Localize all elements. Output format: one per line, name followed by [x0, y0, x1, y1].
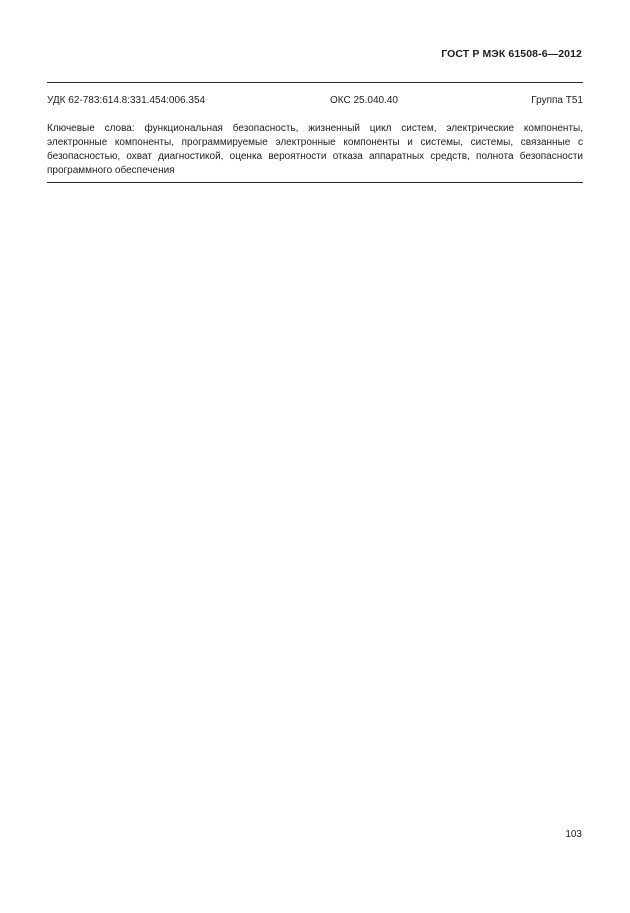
page-number: 103	[565, 829, 582, 840]
udk-code: УДК 62-783:614.8:331.454:006.354	[47, 95, 206, 106]
keywords-paragraph: Ключевые слова: функциональная безопасность, жизненный цикл систем, электрические компоненты, электронные компоненты, программируемые электронные компоненты и системы, системы, связанные с безопасностью, охват диагностикой, оценка вероятности отказа аппаратных средств, полнота безопасности программного обеспечения	[47, 123, 583, 176]
oks-code: ОКС 25.040.40	[330, 95, 398, 106]
classification-row	[47, 95, 583, 109]
top-divider	[47, 82, 583, 83]
bottom-divider	[47, 182, 583, 183]
group-code: Группа Т51	[531, 95, 583, 106]
document-code: ГОСТ Р МЭК 61508-6—2012	[441, 48, 582, 60]
